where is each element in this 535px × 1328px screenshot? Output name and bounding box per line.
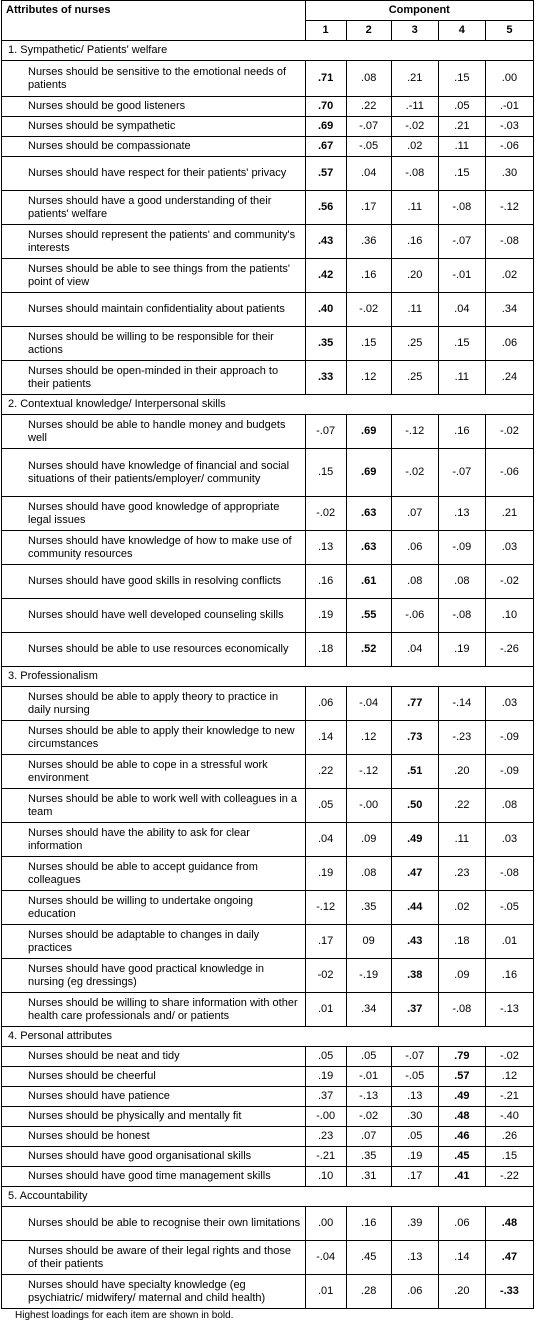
loading-cell-component-2: -.02	[346, 293, 391, 327]
attributes-header: Attributes of nurses	[2, 1, 306, 41]
attribute-label: Nurses should be able to work well with colleagues in a team	[2, 789, 306, 823]
loading-cell-component-4: .57	[438, 1067, 485, 1087]
loading-cell-component-3: .19	[391, 1147, 438, 1167]
loading-cell-component-1: .23	[305, 1127, 346, 1147]
attribute-label: Nurses should have specialty knowledge (eg psychiatric/ midwifery/ maternal and child health)	[2, 1275, 306, 1309]
loading-cell-component-2: .05	[346, 1047, 391, 1067]
table-row	[2, 721, 534, 755]
loading-cell-component-3: .73	[391, 721, 438, 755]
table-row	[2, 361, 534, 395]
table-row	[2, 925, 534, 959]
loading-cell-component-4: -.23	[438, 721, 485, 755]
loading-cell-component-2: .08	[346, 857, 391, 891]
table-row	[2, 687, 534, 721]
loading-cell-component-1: .05	[305, 789, 346, 823]
loading-cell-component-4: .09	[438, 959, 485, 993]
loading-cell-component-3: .06	[391, 1275, 438, 1309]
loading-cell-component-1: .05	[305, 1047, 346, 1067]
loading-cell-component-1: .15	[305, 449, 346, 497]
header-row-top	[2, 1, 534, 21]
table-row	[2, 857, 534, 891]
loading-cell-component-5: -.05	[485, 891, 533, 925]
attribute-label: Nurses should be open-minded in their approach to their patients	[2, 361, 306, 395]
loading-cell-component-2: .61	[346, 565, 391, 599]
loading-cell-component-5: .15	[485, 1147, 533, 1167]
attribute-label: Nurses should have good practical knowledge in nursing (eg dressings)	[2, 959, 306, 993]
loading-cell-component-1: .56	[305, 191, 346, 225]
attribute-label: Nurses should be able to handle money and budgets well	[2, 415, 306, 449]
loading-cell-component-1: .18	[305, 633, 346, 667]
loading-cell-component-5: .26	[485, 1127, 533, 1147]
loading-cell-component-4: .22	[438, 789, 485, 823]
loading-cell-component-1: .10	[305, 1167, 346, 1187]
loading-cell-component-4: .11	[438, 823, 485, 857]
loading-cell-component-3: .16	[391, 225, 438, 259]
loading-cell-component-4: -.09	[438, 531, 485, 565]
table-row	[2, 755, 534, 789]
loading-cell-component-2: -.07	[346, 117, 391, 137]
loading-cell-component-2: .17	[346, 191, 391, 225]
loading-cell-component-5: .00	[485, 61, 533, 97]
loading-cell-component-4: -.14	[438, 687, 485, 721]
loading-cell-component-1: .01	[305, 993, 346, 1027]
loading-cell-component-2: .31	[346, 1167, 391, 1187]
attribute-label: Nurses should be able to see things from the patients' point of view	[2, 259, 306, 293]
loading-cell-component-2: 09	[346, 925, 391, 959]
attribute-label: Nurses should be neat and tidy	[2, 1047, 306, 1067]
loading-cell-component-3: .17	[391, 1167, 438, 1187]
table-row	[2, 1241, 534, 1275]
loading-cell-component-5: -.40	[485, 1107, 533, 1127]
loading-cell-component-2: .12	[346, 721, 391, 755]
column-header-3: 3	[391, 21, 438, 41]
attribute-label: Nurses should be honest	[2, 1127, 306, 1147]
loading-cell-component-1: -.00	[305, 1107, 346, 1127]
loading-cell-component-2: .52	[346, 633, 391, 667]
loading-cell-component-2: .55	[346, 599, 391, 633]
loading-cell-component-3: .-11	[391, 97, 438, 117]
table-row	[2, 259, 534, 293]
loading-cell-component-5: -.06	[485, 449, 533, 497]
loading-cell-component-2: .35	[346, 1147, 391, 1167]
loading-cell-component-4: -.07	[438, 225, 485, 259]
attribute-label: Nurses should be cheerful	[2, 1067, 306, 1087]
loading-cell-component-4: .19	[438, 633, 485, 667]
loading-cell-component-3: .05	[391, 1127, 438, 1147]
loading-cell-component-1: .70	[305, 97, 346, 117]
loading-cell-component-4: -.08	[438, 993, 485, 1027]
loading-cell-component-3: .51	[391, 755, 438, 789]
loading-cell-component-5: -.26	[485, 633, 533, 667]
loading-cell-component-1: .69	[305, 117, 346, 137]
attribute-label: Nurses should have patience	[2, 1087, 306, 1107]
loading-cell-component-5: .03	[485, 531, 533, 565]
attribute-label: Nurses should be able to accept guidance from colleagues	[2, 857, 306, 891]
loading-cell-component-1: .22	[305, 755, 346, 789]
loading-cell-component-5: -.02	[485, 415, 533, 449]
loading-cell-component-3: .44	[391, 891, 438, 925]
column-header-2: 2	[346, 21, 391, 41]
table-row	[2, 137, 534, 157]
loading-cell-component-1: .43	[305, 225, 346, 259]
table-row	[2, 327, 534, 361]
loading-cell-component-5: .-01	[485, 97, 533, 117]
loading-cell-component-2: -.00	[346, 789, 391, 823]
loading-cell-component-3: .13	[391, 1241, 438, 1275]
table-row	[2, 993, 534, 1027]
attribute-label: Nurses should represent the patients' and community's interests	[2, 225, 306, 259]
footnote: Highest loadings for each item are shown in bold.	[15, 1310, 234, 1321]
table-row	[2, 1067, 534, 1087]
table-row	[2, 1087, 534, 1107]
loading-cell-component-5: .34	[485, 293, 533, 327]
loading-cell-component-5: -.03	[485, 117, 533, 137]
loading-cell-component-4: .15	[438, 61, 485, 97]
attribute-label: Nurses should be good listeners	[2, 97, 306, 117]
section-row	[2, 41, 534, 61]
table-row	[2, 497, 534, 531]
attribute-label: Nurses should be able to recognise their own limitations	[2, 1207, 306, 1241]
loading-cell-component-4: .11	[438, 361, 485, 395]
attribute-label: Nurses should be able to apply theory to practice in daily nursing	[2, 687, 306, 721]
table-row	[2, 823, 534, 857]
table-row	[2, 449, 534, 497]
table-row	[2, 1107, 534, 1127]
loading-cell-component-4: .16	[438, 415, 485, 449]
loading-cell-component-2: .63	[346, 497, 391, 531]
loading-cell-component-4: .15	[438, 157, 485, 191]
loading-cell-component-2: .07	[346, 1127, 391, 1147]
table-row	[2, 157, 534, 191]
loading-cell-component-5: -.22	[485, 1167, 533, 1187]
loading-cell-component-2: .04	[346, 157, 391, 191]
section-title: 5. Accountability	[2, 1187, 534, 1207]
loading-cell-component-5: .08	[485, 789, 533, 823]
attribute-label: Nurses should be sympathetic	[2, 117, 306, 137]
loading-cell-component-4: .41	[438, 1167, 485, 1187]
table-row	[2, 415, 534, 449]
table-row	[2, 1127, 534, 1147]
loading-cell-component-3: -.02	[391, 449, 438, 497]
loading-cell-component-4: .05	[438, 97, 485, 117]
component-header: Component	[305, 1, 533, 21]
table-row	[2, 97, 534, 117]
loading-cell-component-2: -.13	[346, 1087, 391, 1107]
loading-cell-component-1: -.12	[305, 891, 346, 925]
section-row	[2, 1187, 534, 1207]
attribute-label: Nurses should have good organisational skills	[2, 1147, 306, 1167]
loading-cell-component-3: .11	[391, 191, 438, 225]
loading-cell-component-1: .57	[305, 157, 346, 191]
loading-cell-component-5: -.02	[485, 1047, 533, 1067]
loading-cell-component-3: -.02	[391, 117, 438, 137]
column-header-4: 4	[438, 21, 485, 41]
loading-cell-component-3: .49	[391, 823, 438, 857]
section-title: 1. Sympathetic/ Patients' welfare	[2, 41, 534, 61]
loading-cell-component-5: .10	[485, 599, 533, 633]
loading-cell-component-5: .21	[485, 497, 533, 531]
loading-cell-component-1: .19	[305, 599, 346, 633]
loading-cell-component-4: -.07	[438, 449, 485, 497]
loading-cell-component-5: .12	[485, 1067, 533, 1087]
table-row	[2, 117, 534, 137]
loading-cell-component-4: .48	[438, 1107, 485, 1127]
loading-cell-component-3: -.12	[391, 415, 438, 449]
table-row	[2, 789, 534, 823]
loading-cell-component-2: .36	[346, 225, 391, 259]
loading-cell-component-3: .08	[391, 565, 438, 599]
loading-cell-component-3: .43	[391, 925, 438, 959]
attribute-label: Nurses should be sensitive to the emotional needs of patients	[2, 61, 306, 97]
table-row	[2, 225, 534, 259]
table-row	[2, 531, 534, 565]
loading-cell-component-4: .02	[438, 891, 485, 925]
table-row	[2, 599, 534, 633]
loading-cell-component-2: -.04	[346, 687, 391, 721]
attribute-label: Nurses should have respect for their patients' privacy	[2, 157, 306, 191]
attribute-label: Nurses should have a good understanding of their patients' welfare	[2, 191, 306, 225]
loading-cell-component-4: .49	[438, 1087, 485, 1107]
component-loadings-table	[1, 0, 534, 1309]
section-row	[2, 1027, 534, 1047]
table-row	[2, 1207, 534, 1241]
loading-cell-component-4: .08	[438, 565, 485, 599]
attribute-label: Nurses should be able to cope in a stressful work environment	[2, 755, 306, 789]
section-title: 2. Contextual knowledge/ Interpersonal skills	[2, 395, 534, 415]
attribute-label: Nurses should have the ability to ask for clear information	[2, 823, 306, 857]
table-row	[2, 191, 534, 225]
loading-cell-component-5: .06	[485, 327, 533, 361]
loading-cell-component-3: .13	[391, 1087, 438, 1107]
loading-cell-component-5: -.08	[485, 225, 533, 259]
attribute-label: Nurses should have knowledge of how to make use of community resources	[2, 531, 306, 565]
loading-cell-component-1: -.02	[305, 497, 346, 531]
table-row	[2, 891, 534, 925]
loading-cell-component-4: -.08	[438, 599, 485, 633]
loading-cell-component-1: -.21	[305, 1147, 346, 1167]
attribute-label: Nurses should have good knowledge of appropriate legal issues	[2, 497, 306, 531]
loading-cell-component-2: .69	[346, 449, 391, 497]
loading-cell-component-5: -.12	[485, 191, 533, 225]
loading-cell-component-3: .25	[391, 361, 438, 395]
loading-cell-component-1: .16	[305, 565, 346, 599]
loading-cell-component-3: -.08	[391, 157, 438, 191]
loading-cell-component-5: -.21	[485, 1087, 533, 1107]
loading-cell-component-5: -.06	[485, 137, 533, 157]
table-row	[2, 61, 534, 97]
loading-cell-component-2: .09	[346, 823, 391, 857]
loading-cell-component-3: .37	[391, 993, 438, 1027]
loading-cell-component-2: .63	[346, 531, 391, 565]
attribute-label: Nurses should be able to use resources economically	[2, 633, 306, 667]
loading-cell-component-3: .04	[391, 633, 438, 667]
loading-cell-component-2: .08	[346, 61, 391, 97]
table-body	[2, 41, 534, 1309]
attribute-label: Nurses should maintain confidentiality about patients	[2, 293, 306, 327]
loading-cell-component-3: .21	[391, 61, 438, 97]
loading-cell-component-2: .22	[346, 97, 391, 117]
loading-cell-component-3: .39	[391, 1207, 438, 1241]
loading-cell-component-1: .35	[305, 327, 346, 361]
loading-cell-component-1: .40	[305, 293, 346, 327]
loading-cell-component-5: .48	[485, 1207, 533, 1241]
loading-cell-component-1: -.07	[305, 415, 346, 449]
loading-cell-component-1: .14	[305, 721, 346, 755]
loading-cell-component-4: .18	[438, 925, 485, 959]
attribute-label: Nurses should be aware of their legal rights and those of their patients	[2, 1241, 306, 1275]
loading-cell-component-1: .01	[305, 1275, 346, 1309]
column-header-1: 1	[305, 21, 346, 41]
attribute-label: Nurses should be physically and mentally fit	[2, 1107, 306, 1127]
loading-cell-component-4: .14	[438, 1241, 485, 1275]
loading-cell-component-2: .16	[346, 259, 391, 293]
loading-cell-component-3: .25	[391, 327, 438, 361]
loading-cell-component-5: -.09	[485, 755, 533, 789]
loading-cell-component-2: .12	[346, 361, 391, 395]
loading-cell-component-3: .77	[391, 687, 438, 721]
loading-cell-component-3: .11	[391, 293, 438, 327]
loading-cell-component-2: -.05	[346, 137, 391, 157]
loading-cell-component-5: .24	[485, 361, 533, 395]
loading-cell-component-3: -.06	[391, 599, 438, 633]
loading-cell-component-2: .35	[346, 891, 391, 925]
loading-cell-component-1: .33	[305, 361, 346, 395]
loading-cell-component-5: -.08	[485, 857, 533, 891]
attribute-label: Nurses should be willing to share information with other health care professionals and/ or patients	[2, 993, 306, 1027]
table-row	[2, 959, 534, 993]
loading-cell-component-2: .15	[346, 327, 391, 361]
loading-cell-component-4: -.01	[438, 259, 485, 293]
loading-cell-component-5: -.33	[485, 1275, 533, 1309]
loading-cell-component-2: -.19	[346, 959, 391, 993]
loading-cell-component-3: .50	[391, 789, 438, 823]
attribute-label: Nurses should be compassionate	[2, 137, 306, 157]
loading-cell-component-5: .16	[485, 959, 533, 993]
table-row	[2, 1275, 534, 1309]
loading-cell-component-2: -.02	[346, 1107, 391, 1127]
loading-cell-component-3: .06	[391, 531, 438, 565]
loading-cell-component-1: .67	[305, 137, 346, 157]
loading-cell-component-4: .06	[438, 1207, 485, 1241]
column-header-5: 5	[485, 21, 533, 41]
loading-cell-component-5: .03	[485, 687, 533, 721]
loading-cell-component-3: .38	[391, 959, 438, 993]
loading-cell-component-3: .02	[391, 137, 438, 157]
attribute-label: Nurses should have good skills in resolving conflicts	[2, 565, 306, 599]
loading-cell-component-2: -.12	[346, 755, 391, 789]
loading-cell-component-2: .69	[346, 415, 391, 449]
loading-cell-component-5: .02	[485, 259, 533, 293]
loading-cell-component-3: .47	[391, 857, 438, 891]
loading-cell-component-4: -.08	[438, 191, 485, 225]
loading-cell-component-4: .11	[438, 137, 485, 157]
loading-cell-component-4: .20	[438, 1275, 485, 1309]
loading-cell-component-1: .19	[305, 1067, 346, 1087]
loading-cell-component-5: .30	[485, 157, 533, 191]
attribute-label: Nurses should have knowledge of financial and social situations of their patients/employer/ community	[2, 449, 306, 497]
loading-cell-component-5: .47	[485, 1241, 533, 1275]
loading-cell-component-4: .15	[438, 327, 485, 361]
loading-cell-component-4: .23	[438, 857, 485, 891]
loading-cell-component-2: .16	[346, 1207, 391, 1241]
loading-cell-component-4: .45	[438, 1147, 485, 1167]
loading-cell-component-1: .19	[305, 857, 346, 891]
loading-cell-component-1: .04	[305, 823, 346, 857]
loading-cell-component-4: .13	[438, 497, 485, 531]
attribute-label: Nurses should be able to apply their knowledge to new circumstances	[2, 721, 306, 755]
loading-cell-component-5: -.02	[485, 565, 533, 599]
loading-cell-component-1: .37	[305, 1087, 346, 1107]
loading-cell-component-5: -.09	[485, 721, 533, 755]
loading-cell-component-3: .30	[391, 1107, 438, 1127]
loading-cell-component-2: -.01	[346, 1067, 391, 1087]
loading-cell-component-2: .45	[346, 1241, 391, 1275]
loading-cell-component-3: .20	[391, 259, 438, 293]
attribute-label: Nurses should be willing to undertake ongoing education	[2, 891, 306, 925]
loadings-table-container	[1, 0, 534, 1323]
loading-cell-component-1: .00	[305, 1207, 346, 1241]
table-row	[2, 1167, 534, 1187]
table-row	[2, 1047, 534, 1067]
loading-cell-component-2: .28	[346, 1275, 391, 1309]
loading-cell-component-1: .13	[305, 531, 346, 565]
loading-cell-component-4: .79	[438, 1047, 485, 1067]
loading-cell-component-5: .03	[485, 823, 533, 857]
loading-cell-component-1: -02	[305, 959, 346, 993]
loading-cell-component-1: -.04	[305, 1241, 346, 1275]
loading-cell-component-1: .71	[305, 61, 346, 97]
loading-cell-component-4: .20	[438, 755, 485, 789]
table-row	[2, 293, 534, 327]
attribute-label: Nurses should be adaptable to changes in daily practices	[2, 925, 306, 959]
loading-cell-component-4: .46	[438, 1127, 485, 1147]
loading-cell-component-4: .04	[438, 293, 485, 327]
loading-cell-component-3: -.05	[391, 1067, 438, 1087]
section-title: 4. Personal attributes	[2, 1027, 534, 1047]
section-title: 3. Professionalism	[2, 667, 534, 687]
loading-cell-component-5: -.13	[485, 993, 533, 1027]
loading-cell-component-1: .42	[305, 259, 346, 293]
table-row	[2, 633, 534, 667]
loading-cell-component-3: -.07	[391, 1047, 438, 1067]
section-row	[2, 395, 534, 415]
loading-cell-component-1: .06	[305, 687, 346, 721]
table-row	[2, 1147, 534, 1167]
table-row	[2, 565, 534, 599]
section-row	[2, 667, 534, 687]
loading-cell-component-4: .21	[438, 117, 485, 137]
attribute-label: Nurses should have well developed counseling skills	[2, 599, 306, 633]
loading-cell-component-3: .07	[391, 497, 438, 531]
attribute-label: Nurses should have good time management skills	[2, 1167, 306, 1187]
attribute-label: Nurses should be willing to be responsible for their actions	[2, 327, 306, 361]
loading-cell-component-2: .34	[346, 993, 391, 1027]
loading-cell-component-1: .17	[305, 925, 346, 959]
loading-cell-component-5: .01	[485, 925, 533, 959]
